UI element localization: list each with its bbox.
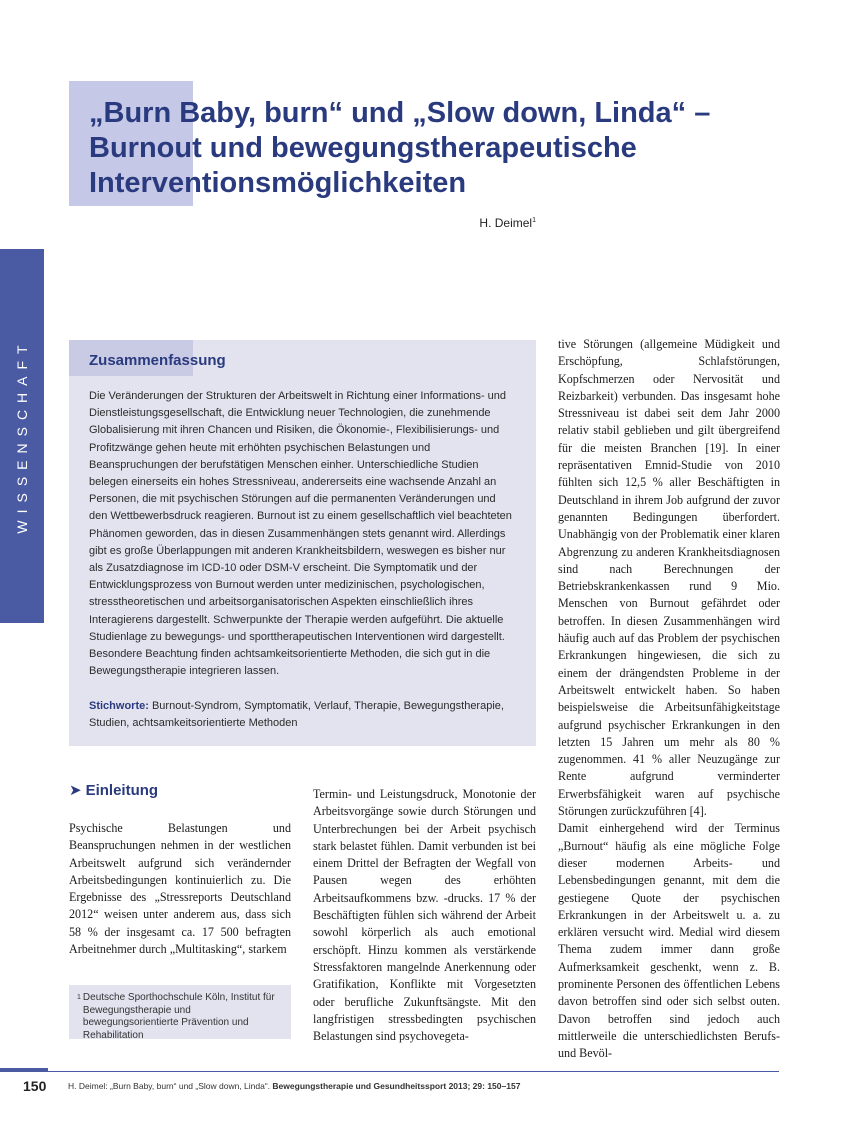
body-paragraph: Damit einhergehend wird der Terminus „Burnout“ häufig als eine mögliche Folge dieser modernen Arbeits- und Lebensbedingungen genannt, mit dem die gestiegene Quote der psychischen Erkrankungen in der Arbeitswelt u. a. zu erklären versucht wird. Medial wird diesem Thema zudem immer dann große Aufmerksamkeit geschenkt, wenn z. B. prominente Personen des öffentlichen Lebens davon betroffen sind oder sich selbst outen. Davon betroffen sind jedoch auch mittlerweile die unterschiedlichsten Berufs- und Bevöl- [558, 821, 780, 1061]
author [479, 216, 536, 230]
keywords-text: Burnout-Syndrom, Symptomatik, Verlauf, Therapie, Bewegungstherapie, Studien, achtsamkeitsorientierte Methoden [89, 700, 504, 730]
footnote-text: Deutsche Sporthochschule Köln, Institut für Bewegungstherapie und bewegungsorientierte Prävention und Rehabilitation [82, 992, 275, 1041]
body-paragraph: tive Störungen (allgemeine Müdigkeit und Erschöpfung, Schlafstörungen, Kopfschmerzen oder Nervosität und Reizbarkeit) verbunden. Das insgesamt hohe Stressniveau ist dabei seit dem Jahr 2000 relativ stabil geblieben und gilt übergreifend für die meisten Branchen [19]. In einer repräsentativen Emnid-Studie von 2010 fühlten sich 12,5 % aller Beschäftigten in Deutschland in ihrem Job aufgrund der zuvor genannten Bedingungen überfordert. Unabhängig von der Problematik einer klaren Abgrenzung zu anderen Krankheitsdiagnosen sind nach Berechnungen der Betriebskrankenkassen rund 9 Mio. Menschen von Burnout gefährdet oder betroffen. In diesen Zusammenhängen wird häufig auch auf das Problem der psychischen Erkrankungen hingewiesen, die sich zu einem der drängendsten Probleme in der Arbeitswelt entwickelt haben. So haben beispielsweise die Arbeitsunfähigkeitstage aufgrund psychischer Erkrankungen in den letzten 15 Jahren um mehr als 80 % zugenommen. 41 % aller Neuzugänge zur Rente aufgrund verminderter Erwerbsfähigkeit waren auf psychische Störungen zurückzuführen [4]. [558, 337, 780, 819]
footer-citation [68, 1081, 520, 1091]
body-column-right [558, 336, 780, 1062]
page-number: 150 [23, 1078, 47, 1094]
body-paragraph: Termin- und Leistungsdruck, Monotonie der Arbeitsvorgänge sowie durch Störungen und Unterbrechungen bei der Arbeit psychisch stark belastet fühlen. Damit verbunden ist bei einem Drittel der Befragten der Wegfall von Pausen wegen des erhöhten Arbeitsaufkommens bzw. -drucks. 17 % der Beschäftigten fühlen sich während der Arbeit sowohl körperlich als auch emotional erschöpft. Hinzu kommen als verstärkende Stressfaktoren mangelnde Anerkennung oder Gratifikation, Konflikte mit Vorgesetzten oder berufliche Zukunftsängste. Mit den langfristigen stressbedingten psychischen Belastungen sind psychovegeta- [313, 787, 536, 1044]
body-column-left [69, 820, 291, 958]
abstract-heading: Zusammenfassung [89, 352, 226, 369]
section-heading [69, 781, 158, 799]
footer-divider [48, 1071, 779, 1072]
arrow-right-icon: ➤ [69, 782, 82, 799]
footnote-mark: 1 [77, 994, 81, 1001]
body-column-middle [313, 786, 536, 1045]
section-side-label: WISSENSCHAFT [14, 338, 30, 534]
author-footnote-mark: 1 [532, 217, 536, 224]
keywords-label: Stichworte: [89, 700, 149, 712]
title-line-2: Burnout und bewegungstherapeutische [89, 132, 637, 164]
article-title [89, 96, 769, 201]
citation-journal: Bewegungstherapie und Gesundheitssport 2013; 29: 150–157 [272, 1081, 521, 1091]
affiliation-footnote [69, 985, 291, 1039]
abstract-text: Die Veränderungen der Strukturen der Arbeitswelt in Richtung einer Informations- und Dienstleistungsgesellschaft, die Entwicklung neuer Technologien, die zunehmende Globalisierung mit ihren Chancen und Risiken, die Ökonomie-, Flexibilisierungs- und Profitzwänge gehen heute mit erhöhten psychischen Belastungen und Beanspruchungen der berufstätigen Menschen einher. Unterschiedliche Studien belegen einerseits ein hohes Stressniveau, andererseits eine wachsende Anzahl an Personen, die mit psychischen Störungen auf die permanenten Veränderungen und den Wettbewerbsdruck reagieren. Burnout ist zu einem gesellschaftlich viel beachteten Phänomen geworden, das in diesen Zusammenhängen stets genannt wird. Allerdings gibt es große Überlappungen mit anderen Krankheitsbildern, weswegen es bisher nur als Zusatzdiagnose im ICD-10 oder DSM-V erscheint. Die Symptomatik und der Entwicklungsprozess von Burnout werden unter medizinischen, psychologischen, stresstheoretischen und arbeitsorganisatorischen Aspekten einschließlich ihres Interagierens dargestellt. Schwerpunkte der Therapie werden aufgeführt. Die aktuelle Studienlage zu bewegungs- und sporttherapeutischen Interventionen wird dargestellt. Besondere Beachtung finden achtsamkeitsorientierte Methoden, die sich gut in die Bewegungstherapie integrieren lassen. [89, 390, 512, 678]
title-line-1: „Burn Baby, burn“ und „Slow down, Linda“ – [89, 97, 711, 129]
citation-prefix: H. Deimel: „Burn Baby, burn“ und „Slow down, Linda“. [68, 1081, 271, 1091]
footer-accent [0, 1068, 48, 1072]
abstract-box [69, 340, 536, 746]
author-name: H. Deimel [479, 216, 533, 230]
title-line-3: Interventionsmöglichkeiten [89, 167, 467, 199]
body-paragraph: Psychische Belastungen und Beanspruchungen nehmen in der westlichen Arbeitswelt aufgrund sich verändernder Arbeitsbedingungen kontinuierlich zu. Die Ergebnisse des „Stressreports Deutschland 2012“ weisen unter anderem aus, dass sich 58 % der insgesamt ca. 17 500 befragten Arbeitnehmer durch „Multitasking“, starkem [69, 821, 291, 957]
abstract-keywords [89, 698, 517, 733]
section-heading-text: Einleitung [85, 782, 159, 799]
